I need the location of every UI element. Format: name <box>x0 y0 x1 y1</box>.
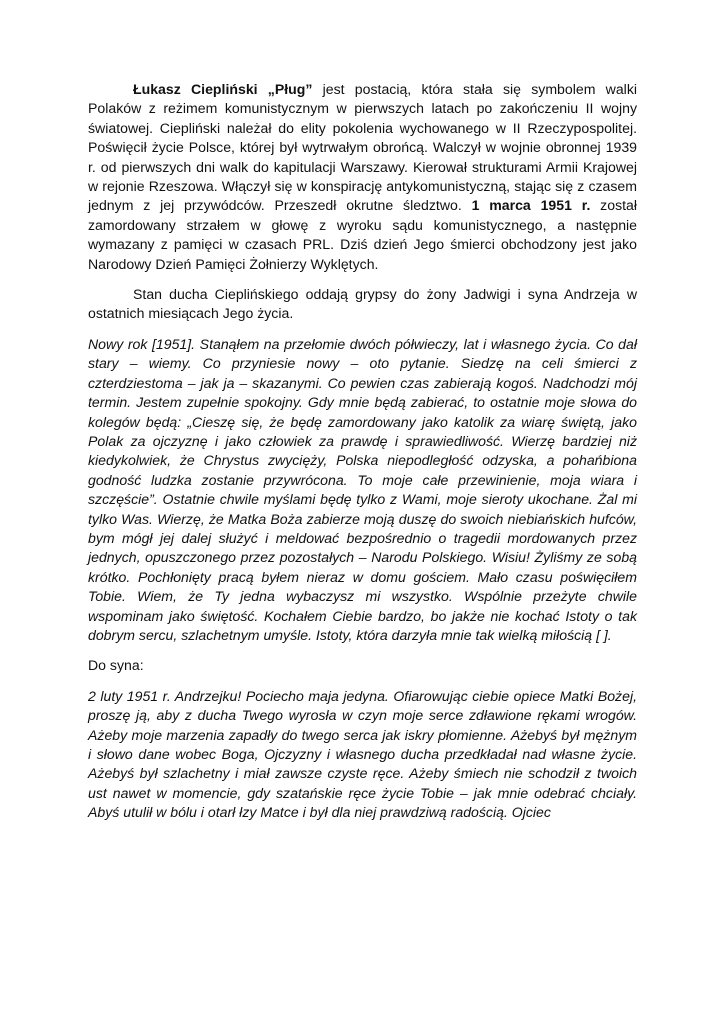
document-page <box>88 80 637 834</box>
intro-paragraph <box>88 80 637 274</box>
intro-text-part-2: został zamordowany strzałem w głowę z wyroku sądu komunistycznego, a następnie wymazany z pamięci w czasach PRL. Dziś dzień Jego śmierci obchodzony jest jako Narodowy Dzień Pamięci Żołnierzy Wyklętych. <box>88 197 638 272</box>
letter-to-wife: Nowy rok [1951]. Stanąłem na przełomie dwóch półwieczy, lat i własnego życia. Co dał stary – wiemy. Co przyniesie nowy – oto pytanie. Siedzę na celi śmierci z czterdziestoma – jak ja – skazanymi. Co pewien czas zabierają kogoś. Nadchodzi mój termin. Jestem zupełnie spokojny. Gdy mnie będą zabierać, to ostatnie moje słowa do kolegów będą: „Cieszę się, że będę zamordowany jako katolik za wiarę świętą, jako Polak za ojczyznę i jako człowiek za prawdę i sprawiedliwość. Wierzę bardziej niż kiedykolwiek, że Chrystus zwycięży, Polska niepodległość odzyska, a pohańbiona godność ludzka zostanie przywrócona. To moje całe przewinienie, moja wiara i szczęście”. Ostatnie chwile myślami będę tylko z Wami, moje sieroty ukochane. Żal mi tylko Was. Wierzę, że Matka Boża zabierze moją duszę do swoich niebiańskich hufców, bym mógł jej dalej służyć i meldować bezpośrednio o tragedii mordowanych przez jednych, opuszczonego przez pozostałych – Narodu Polskiego. Wisiu! Żyliśmy ze sobą krótko. Pochłonięty pracą byłem nieraz w domu gościem. Mało czasu poświęciłem Tobie. Wiem, że Ty jedna wybaczysz mi wszystko. Wspólnie przeżyte chwile wspominam jako świętość. Kochałem Ciebie bardzo, bo jakże nie kochać Istoty o tak dobrym sercu, szlachetnym umyśle. Istoty, która darzyła mnie tak wielką miłością [ ]. <box>88 335 637 643</box>
subject-name: Łukasz Ciepliński „Pług” <box>133 81 313 97</box>
letter-to-son: 2 luty 1951 r. Andrzejku! Pociecho maja jedyna. Ofiarowując ciebie opiece Matki Bożej, proszę ją, aby z ducha Twego wyrosła w czyn moje serce zdławione rękami wrogów. Ażeby moje marzenia zapadły do twego serca jak iskry płomienne. Ażebyś był mężnym i słowo dane wobec Boga, Ojczyzny i własnego ducha przedkładał nad własne życie. Ażebyś był szlachetny i miał zawsze czyste ręce. Ażeby śmiech nie schodził z twoich ust nawet w momencie, gdy szatańskie ręce życie Tobie – jak mnie odebrać chciały. Abyś utulił w bólu i otarł łzy Matce i był dla niej prawdziwą radością. Ojciec <box>88 687 637 821</box>
context-paragraph: Stan ducha Cieplińskiego oddają grypsy do żony Jadwigi i syna Andrzeja w ostatnich miesiącach Jego życia. <box>88 286 637 322</box>
death-date: 1 marca 1951 r. <box>471 197 591 214</box>
intro-text-part-1: jest postacią, która stała się symbolem walki Polaków z reżimem komunistycznym w pierwszych latach po zakończeniu II wojny światowej. Ciepliński należał do elity pokolenia wychowanego w II Rzeczypospolitej. Poświęcił życie Polsce, której był wytrwałym obrońcą. Walczył w wojnie obronnej 1939 r. od pierwszych dni walk do kapitulacji Warszawy. Kierował strukturami Armii Krajowej w rejonie Rzeszowa. Włączył się w konspirację antykomunistyczną, stając się z czasem jednym z jej przywódców. Przeszedł okrutne śledztwo. <box>88 81 637 214</box>
son-heading: Do syna: <box>88 657 144 674</box>
